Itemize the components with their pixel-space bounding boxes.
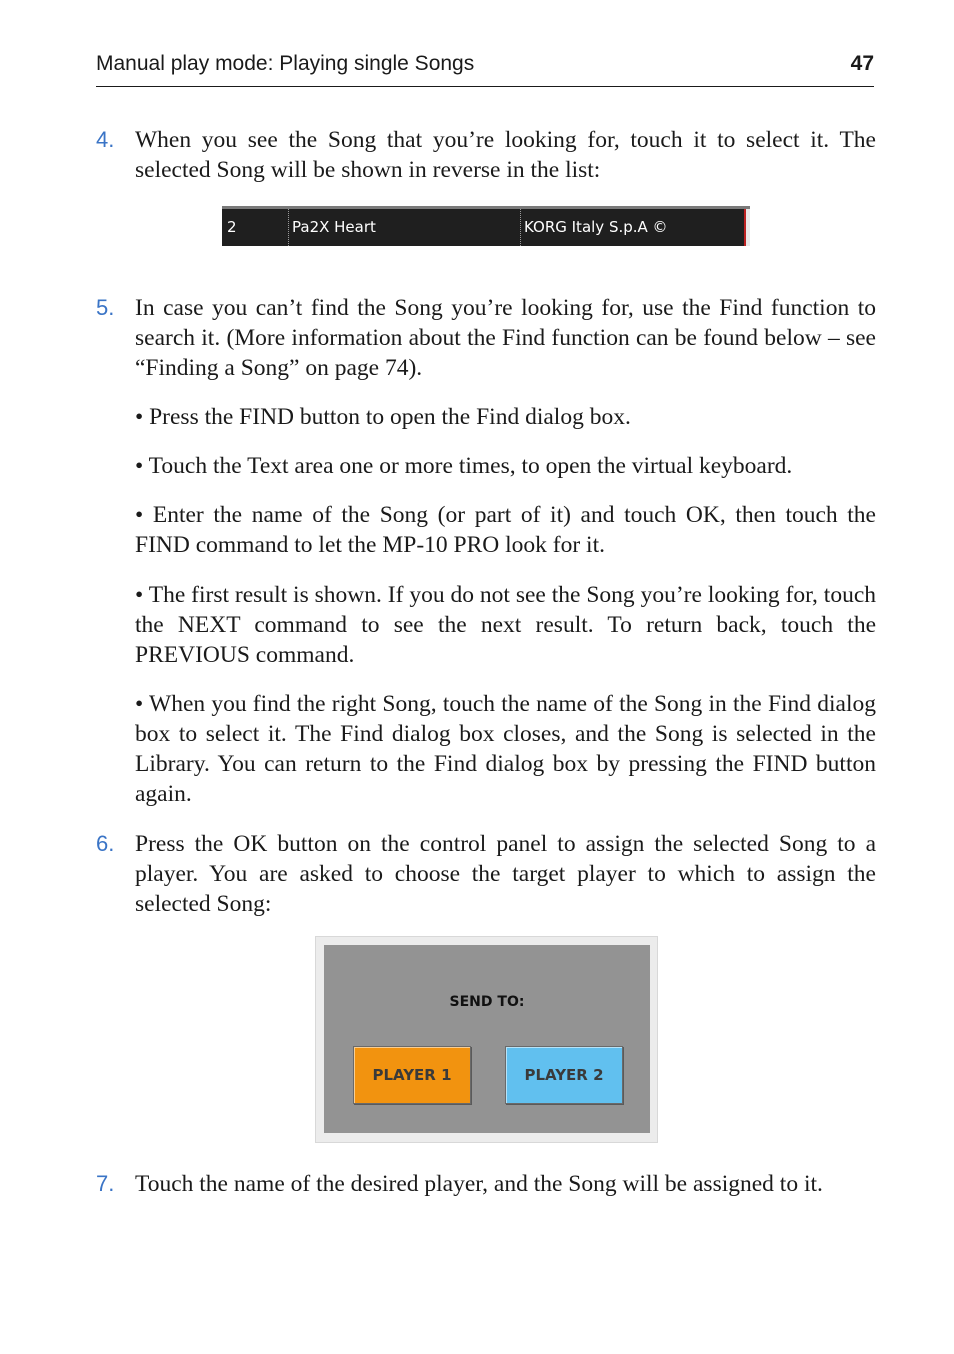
bullet-right-song: • When you find the right Song, touch the name of the Song in the Find dialog box to select it. The Find dialog box closes, and the Song is selected in the Library. You can return to the Find dialog box by pressing the FIND button again. bbox=[135, 691, 876, 807]
step-7 bbox=[96, 1169, 876, 1199]
step-number: 4. bbox=[96, 127, 115, 152]
send-to-label: SEND TO: bbox=[449, 994, 525, 1010]
bullet-find-button: • Press the FIND button to open the Find dialog box. bbox=[135, 404, 631, 430]
list-scrollbar[interactable] bbox=[744, 209, 750, 246]
step-number: 6. bbox=[96, 831, 115, 856]
step-5 bbox=[96, 293, 876, 383]
bullet-first-result: • The first result is shown. If you do not see the Song you’re looking for, touch the NEXT command to see the next result. To return back, touch the PREVIOUS command. bbox=[135, 582, 876, 668]
bullet-enter-name: • Enter the name of the Song (or part of it) and touch OK, then touch the FIND command to let the MP-10 PRO look for it. bbox=[135, 502, 876, 558]
page-header bbox=[96, 52, 874, 87]
song-name: Pa2X Heart bbox=[289, 209, 521, 246]
selected-song-row[interactable] bbox=[222, 206, 750, 246]
player-1-button[interactable]: PLAYER 1 bbox=[353, 1046, 471, 1104]
send-to-dialog bbox=[324, 945, 650, 1133]
step-number: 7. bbox=[96, 1171, 115, 1196]
step-4 bbox=[96, 125, 876, 185]
step-6 bbox=[96, 829, 876, 919]
step-number: 5. bbox=[96, 295, 115, 320]
player-2-button[interactable]: PLAYER 2 bbox=[505, 1046, 623, 1104]
section-title: Manual play mode: Playing single Songs bbox=[96, 52, 475, 75]
step-text: Touch the name of the desired player, and the Song will be assigned to it. bbox=[135, 1171, 823, 1197]
song-copyright: KORG Italy S.p.A © bbox=[524, 218, 668, 236]
bullet-text-area: • Touch the Text area one or more times, to open the virtual keyboard. bbox=[135, 453, 793, 479]
send-to-dialog-screenshot bbox=[315, 936, 658, 1143]
step-text: In case you can’t find the Song you’re looking for, use the Find function to search it. (More information about the Find function can be found below – see “Finding a Song” on page 74). bbox=[135, 295, 876, 381]
page-number: 47 bbox=[850, 52, 874, 75]
song-index: 2 bbox=[222, 209, 289, 246]
step-text: When you see the Song that you’re looking for, touch it to select it. The selected Song will be shown in reverse in the list: bbox=[135, 127, 876, 183]
step-text: Press the OK button on the control panel to assign the selected Song to a player. You are asked to choose the target player to which to assign the selected Song: bbox=[135, 831, 876, 917]
